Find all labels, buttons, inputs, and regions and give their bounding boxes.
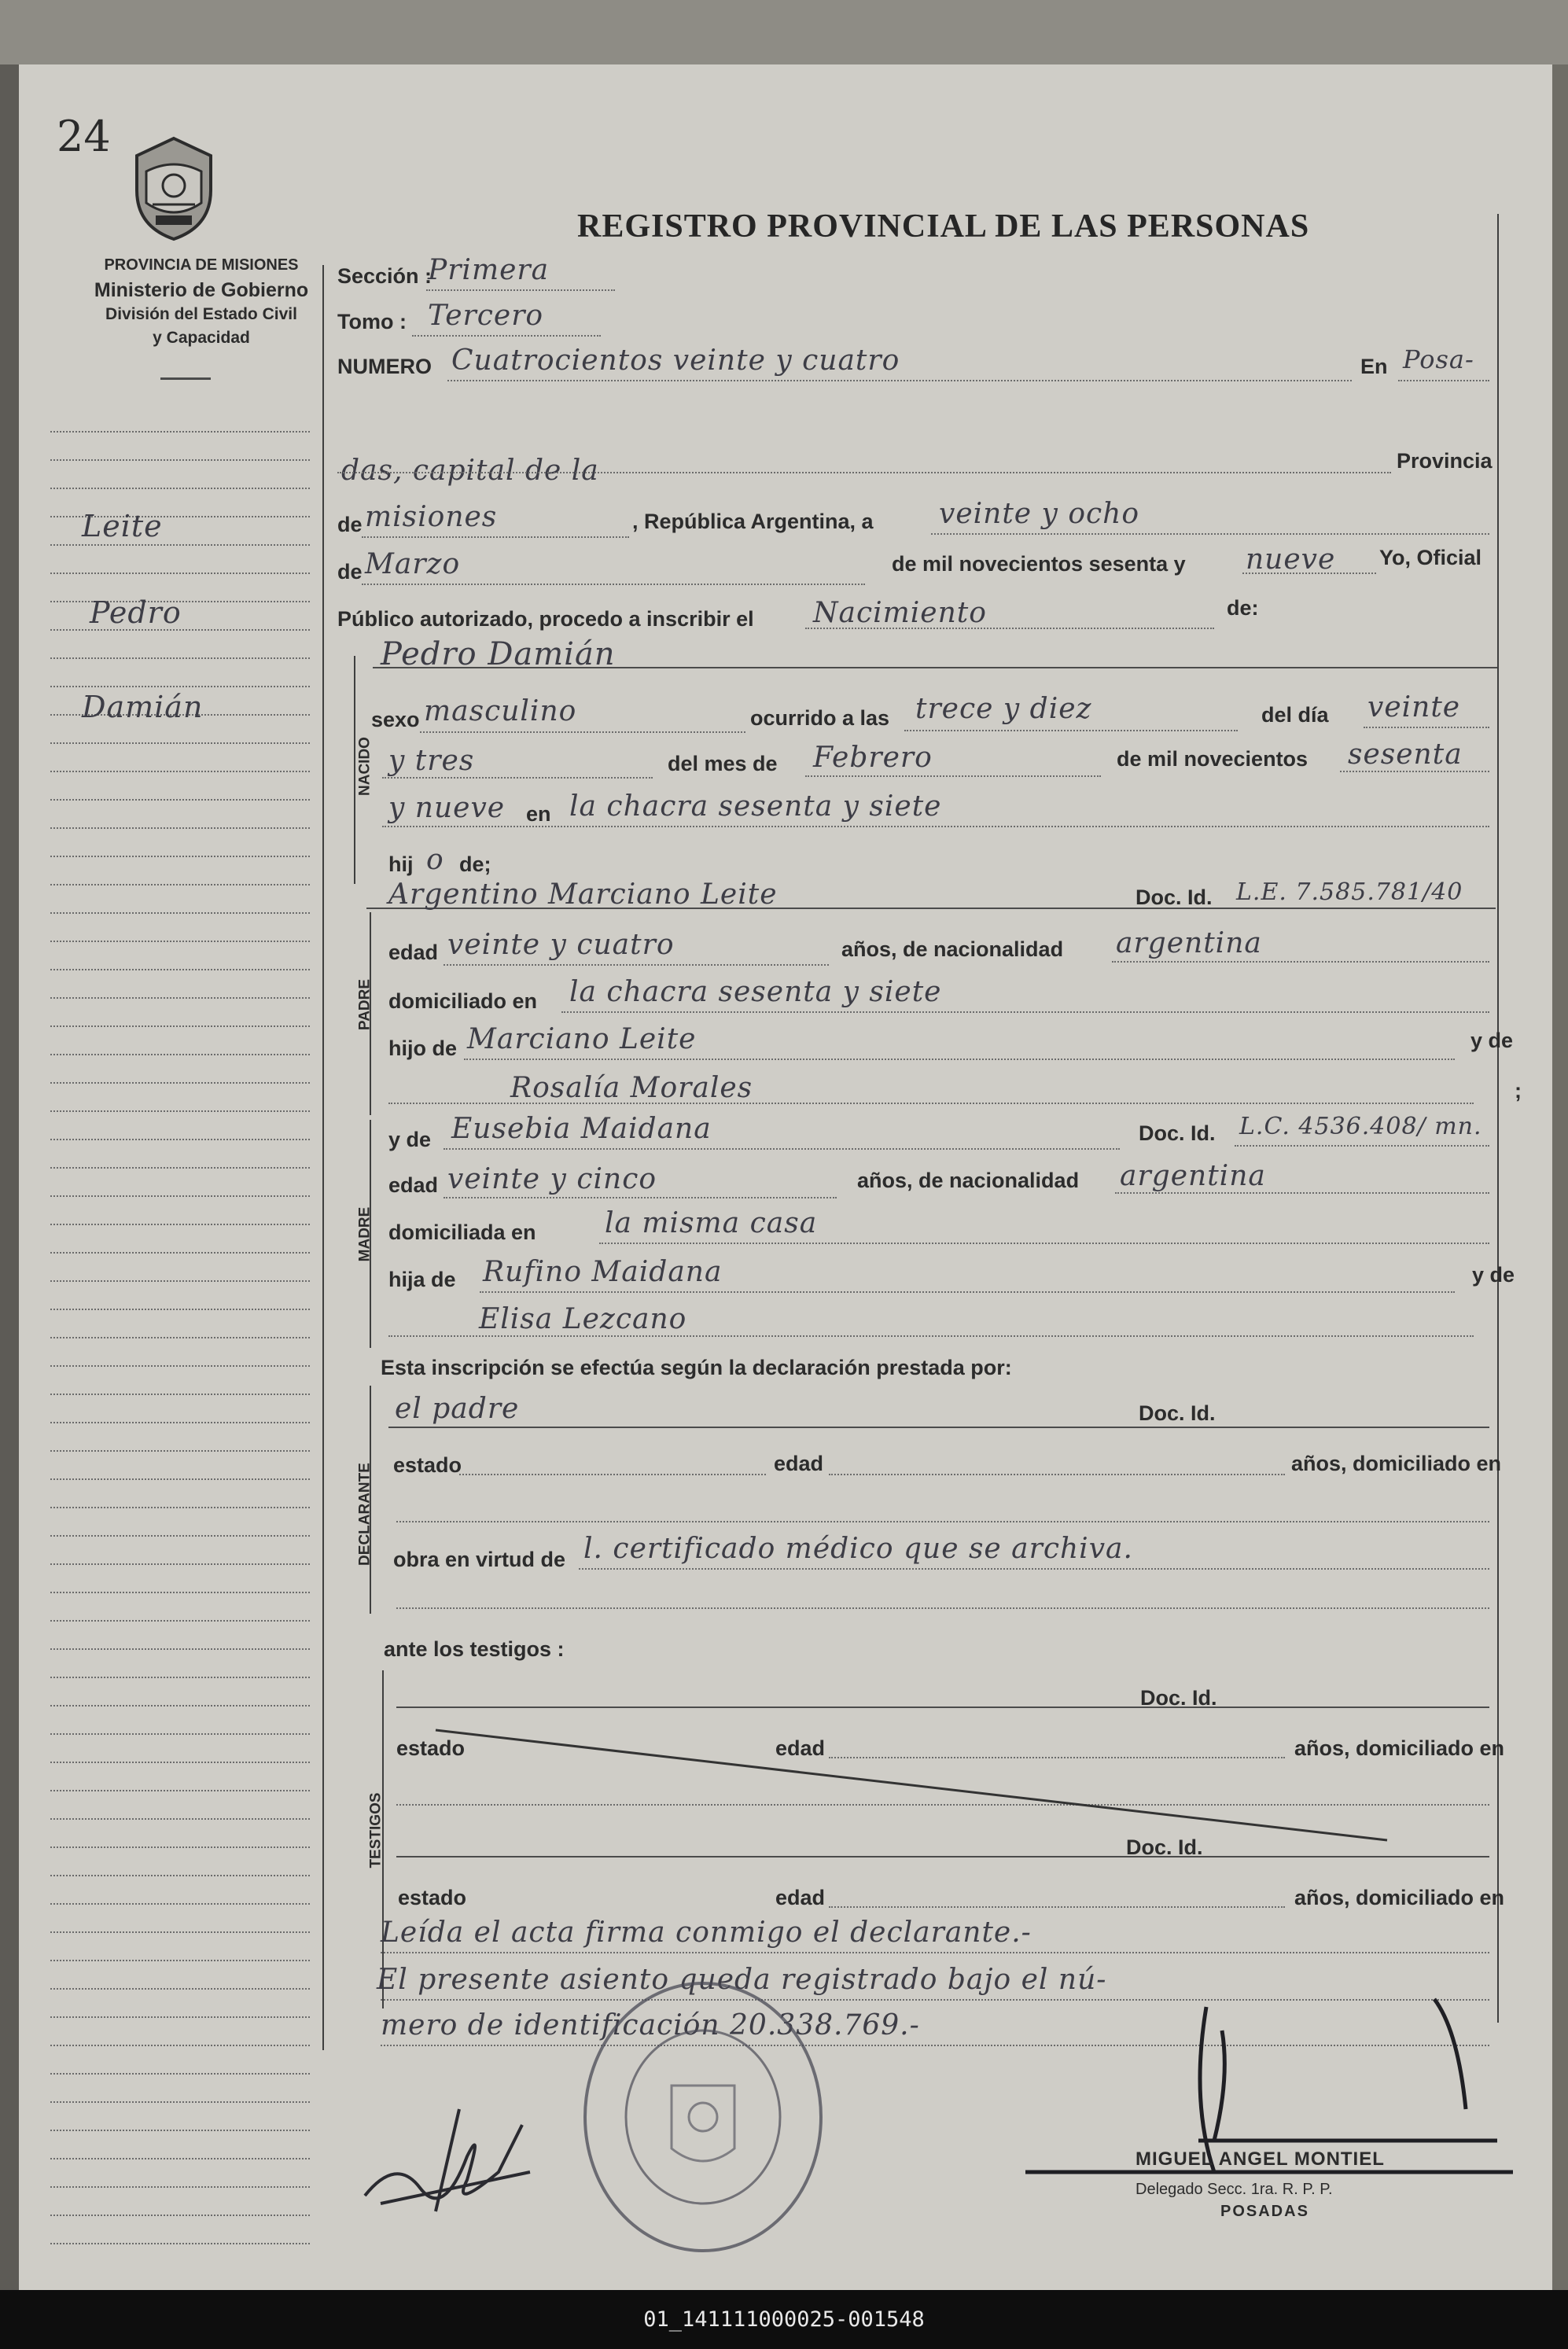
margin-ruled-line	[50, 1280, 310, 1282]
margin-ruled-line	[50, 1790, 310, 1791]
line-madre-edad	[444, 1197, 837, 1198]
margin-ruled-line	[50, 1337, 310, 1338]
line-madre-hija-de	[480, 1291, 1455, 1293]
margin-ruled-line	[50, 1450, 310, 1452]
margin-ruled-line	[50, 1252, 310, 1254]
label-ocurrido: ocurrido a las	[750, 706, 890, 730]
field-provincia: misiones	[365, 501, 498, 533]
field-sexo: masculino	[424, 695, 577, 727]
margin-ruled-line	[50, 2130, 310, 2131]
margin-ruled-line	[50, 742, 310, 744]
nacido-rule	[354, 656, 355, 884]
margin-ruled-line	[50, 856, 310, 857]
field-dia-nac-1: veinte	[1367, 691, 1461, 723]
line-madre-nombre	[444, 1148, 1120, 1150]
field-madre-nac: argentina	[1120, 1160, 1266, 1192]
field-lugar: la chacra sesenta y siete	[569, 790, 942, 823]
margin-ruled-line	[50, 1846, 310, 1848]
label-de-1: de	[337, 513, 363, 536]
margin-ruled-line	[50, 1620, 310, 1622]
label-esta-inscripcion: Esta inscripción se efectúa según la declaración prestada por:	[381, 1356, 1012, 1379]
label-publico: Público autorizado, procedo a inscribir el	[337, 607, 754, 631]
line-padre-nac	[1112, 961, 1489, 963]
margin-ruled-line	[50, 2016, 310, 2018]
line-seccion	[426, 289, 615, 291]
document-title: REGISTRO PROVINCIAL DE LAS PERSONAS	[577, 208, 1310, 245]
line-en-2	[337, 472, 1391, 473]
margin-ruled-line	[50, 799, 310, 801]
margin-ruled-line	[50, 1931, 310, 1933]
margin-ruled-line	[50, 969, 310, 970]
field-padre-y-de: Rosalía Morales	[510, 1072, 753, 1104]
field-en-1: Posa-	[1403, 344, 1474, 374]
margin-ruled-line	[50, 2158, 310, 2159]
label-padre-y-de: y de	[1470, 1029, 1514, 1052]
label-de-2: de	[337, 560, 363, 584]
margin-ruled-line	[50, 573, 310, 574]
margin-ruled-line	[50, 1677, 310, 1678]
field-hora: trece y diez	[915, 693, 1092, 725]
section-label-padre: PADRE	[356, 978, 374, 1031]
label-padre-dom: domiciliado en	[388, 989, 538, 1013]
label-decl-edad: edad	[774, 1452, 824, 1475]
header-division: División del Estado Civil	[105, 305, 297, 323]
label-madre-hija-de: hija de	[388, 1268, 456, 1291]
margin-ruled-line	[50, 1705, 310, 1707]
signature-name: MIGUEL ANGEL MONTIEL	[1136, 2148, 1385, 2170]
header-ministerio: Ministerio de Gobierno	[94, 279, 309, 301]
margin-ruled-line	[50, 1903, 310, 1905]
margin-ruled-line	[50, 771, 310, 772]
label-madre-y-de: y de	[388, 1128, 432, 1151]
field-obra: l. certificado médico que se archiva.	[583, 1533, 1133, 1565]
margin-note-first-name: Pedro	[90, 595, 182, 630]
background-top	[0, 0, 1568, 64]
line-anio-nac	[1340, 771, 1489, 772]
label-padre-edad: edad	[388, 941, 439, 964]
label-padre-doc: Doc. Id.	[1136, 885, 1213, 909]
label-tomo: Tomo :	[337, 310, 407, 333]
label-declarante-doc: Doc. Id.	[1139, 1401, 1216, 1425]
label-del-dia: del día	[1261, 703, 1329, 727]
line-madre-nac	[1115, 1192, 1489, 1194]
margin-ruled-line	[50, 2101, 310, 2103]
margin-ruled-line	[50, 1139, 310, 1140]
field-numero: Cuatrocientos veinte y cuatro	[451, 344, 900, 377]
label-testigo-2-doc: Doc. Id.	[1126, 1835, 1203, 1859]
line-mes-nac	[805, 775, 1101, 777]
line-testigo-1	[396, 1707, 1489, 1708]
field-declarante: el padre	[395, 1393, 520, 1425]
coat-of-arms-icon	[123, 134, 225, 244]
label-hij: hij	[388, 852, 414, 876]
line-nombre	[373, 667, 1497, 668]
section-label-testigos: TESTIGOS	[367, 1792, 385, 1869]
label-madre-doc: Doc. Id.	[1139, 1121, 1216, 1145]
margin-ruled-line	[50, 1110, 310, 1112]
margin-ruled-line	[50, 1648, 310, 1650]
field-nombre: Pedro Damián	[381, 636, 616, 672]
line-madre-doc	[1235, 1145, 1489, 1147]
margin-ruled-line	[50, 1025, 310, 1027]
margin-ruled-line	[50, 657, 310, 659]
field-padre-edad: veinte y cuatro	[447, 929, 675, 961]
margin-ruled-line	[50, 912, 310, 914]
margin-ruled-line	[50, 1875, 310, 1876]
label-testigo-1-edad: edad	[775, 1736, 826, 1760]
header-provincia: PROVINCIA DE MISIONES	[104, 256, 299, 274]
margin-ruled-line	[50, 1365, 310, 1367]
label-en-lugar: en	[526, 802, 551, 826]
label-seccion: Sección :	[337, 264, 432, 288]
line-en	[1398, 380, 1489, 381]
line-madre-y-de	[388, 1335, 1474, 1337]
field-seccion: Primera	[428, 254, 550, 286]
label-testigo-2-domiciliado: años, domiciliado en	[1294, 1886, 1505, 1909]
line-testigo-2	[396, 1856, 1489, 1857]
field-padre-nombre: Argentino Marciano Leite	[388, 878, 778, 911]
declarant-signature-icon	[349, 2078, 554, 2227]
line-dia	[931, 533, 1489, 535]
label-republica: , República Argentina, a	[632, 510, 874, 533]
line-acto	[805, 628, 1214, 629]
label-decl-domiciliado: años, domiciliado en	[1291, 1452, 1502, 1475]
label-provincia: Provincia	[1397, 449, 1493, 473]
margin-ruled-line	[50, 2186, 310, 2188]
line-sexo	[420, 731, 745, 733]
line-tomo	[412, 335, 601, 337]
margin-ruled-line	[50, 1394, 310, 1395]
field-anio-nac-1: sesenta	[1348, 738, 1463, 771]
label-padre-nac: años, de nacionalidad	[841, 937, 1064, 961]
margin-ruled-line	[50, 1762, 310, 1763]
margin-ruled-line	[50, 1167, 310, 1169]
footer-image-id: 01_141111000025-001548	[0, 2290, 1568, 2349]
field-dia-nac-2: y tres	[388, 745, 475, 777]
line-padre-hijo-de	[464, 1059, 1455, 1060]
field-mes: Marzo	[365, 548, 461, 580]
line-madre-dom	[599, 1243, 1489, 1244]
margin-ruled-line	[50, 431, 310, 433]
margin-note-surname: Leite	[82, 509, 163, 543]
label-ante-testigos: ante los testigos :	[384, 1637, 565, 1661]
line-provincia	[362, 536, 629, 538]
margin-ruled-line	[50, 1592, 310, 1593]
background-left	[0, 64, 19, 2290]
cross-out-stroke	[428, 1714, 1395, 1848]
line-mes	[362, 584, 865, 585]
closing-line-2: El presente asiento queda registrado bajo el nú-	[377, 1964, 1107, 1996]
margin-ruled-line	[50, 459, 310, 461]
line-numero	[447, 380, 1352, 381]
margin-ruled-line	[50, 1818, 310, 1820]
label-testigo-1-doc: Doc. Id.	[1140, 1686, 1217, 1710]
field-padre-hijo-de: Marciano Leite	[467, 1023, 697, 1055]
line-padre-y-de	[388, 1103, 1474, 1104]
field-padre-nac: argentina	[1116, 927, 1262, 959]
field-madre-y-de: Elisa Lezcano	[479, 1303, 687, 1335]
margin-ruled-line	[50, 686, 310, 687]
label-madre-y-de-2: y de	[1472, 1263, 1515, 1287]
margin-ruled-line	[50, 2215, 310, 2216]
field-padre-dom: la chacra sesenta y siete	[569, 976, 942, 1008]
header-capacidad: y Capacidad	[153, 329, 250, 347]
label-sexo: sexo	[371, 708, 420, 731]
section-label-nacido: NACIDO	[356, 737, 374, 796]
margin-ruled-line	[50, 1422, 310, 1423]
signature-city: POSADAS	[1220, 2203, 1309, 2220]
line-hora	[904, 730, 1238, 731]
label-obra: obra en virtud de	[393, 1548, 566, 1571]
margin-ruled-line	[50, 1054, 310, 1055]
line-declarante	[388, 1427, 1489, 1428]
margin-ruled-line	[50, 1082, 310, 1084]
margin-ruled-line	[50, 1195, 310, 1197]
field-mes-nac: Febrero	[813, 742, 933, 774]
label-madre-dom: domiciliada en	[388, 1221, 536, 1244]
label-yo-oficial: Yo, Oficial	[1379, 546, 1482, 569]
margin-ruled-line	[50, 488, 310, 489]
label-en: En	[1360, 355, 1388, 378]
label-numero: NUMERO	[337, 355, 432, 378]
official-stamp-icon	[569, 1968, 837, 2266]
line-closing-1	[381, 1952, 1489, 1953]
margin-ruled-line	[50, 1224, 310, 1225]
margin-ruled-line	[50, 1733, 310, 1735]
page-number: 24	[57, 112, 111, 161]
label-testigo-1-domiciliado: años, domiciliado en	[1294, 1736, 1505, 1760]
line-padre-dom	[561, 1011, 1489, 1013]
margin-note-middle-name: Damián	[82, 690, 204, 724]
header-rule	[160, 377, 211, 380]
field-padre-doc: L.E. 7.585.781/40	[1236, 878, 1463, 906]
margin-ruled-line	[50, 1478, 310, 1480]
field-madre-hija-de: Rufino Maidana	[483, 1256, 723, 1288]
line-dia-nac	[1364, 727, 1489, 728]
margin-ruled-line	[50, 2045, 310, 2046]
field-madre-nombre: Eusebia Maidana	[451, 1113, 712, 1145]
line-decl-estado	[459, 1474, 766, 1475]
field-anio-nac-2: y nueve	[388, 792, 506, 824]
line-anio	[1242, 573, 1376, 574]
document-page	[19, 64, 1552, 2290]
field-hij-suffix: o	[426, 844, 444, 876]
label-de-mil: de mil novecientos sesenta y	[892, 552, 1186, 576]
label-de-mil-2: de mil novecientos	[1117, 747, 1309, 771]
margin-ruled-line	[50, 1960, 310, 1961]
field-madre-dom: la misma casa	[605, 1207, 818, 1239]
line-dia-nac-2	[382, 777, 653, 779]
label-madre-edad: edad	[388, 1173, 439, 1197]
line-decl-edad	[829, 1474, 1285, 1475]
line-obra	[579, 1568, 1489, 1570]
line-decl-dom	[396, 1521, 1489, 1522]
label-del-mes: del mes de	[668, 752, 778, 775]
label-de-colon: de:	[1227, 596, 1259, 620]
label-decl-estado: estado	[393, 1453, 462, 1477]
margin-ruled-line	[50, 2073, 310, 2075]
margin-ruled-line	[50, 1309, 310, 1310]
margin-ruled-line	[50, 827, 310, 829]
margin-ruled-line	[50, 997, 310, 999]
margin-ruled-line	[50, 884, 310, 885]
line-obra-2	[396, 1607, 1489, 1609]
label-madre-nac: años, de nacionalidad	[857, 1169, 1080, 1192]
line-padre-edad	[444, 964, 829, 966]
signature-role: Delegado Secc. 1ra. R. P. P.	[1136, 2181, 1333, 2198]
margin-ruled-line	[50, 2243, 310, 2244]
section-label-madre: MADRE	[356, 1206, 374, 1262]
label-de-semi: de;	[459, 852, 491, 876]
field-madre-edad: veinte y cinco	[447, 1163, 657, 1195]
line-testigo-2-edad	[829, 1906, 1285, 1908]
label-padre-hijo-de: hijo de	[388, 1036, 457, 1060]
margin-ruled-line	[50, 1563, 310, 1565]
field-acto: Nacimiento	[813, 597, 987, 629]
margin-ruled-line	[50, 544, 310, 546]
label-semicolon: ;	[1515, 1079, 1522, 1103]
left-column-rule	[322, 265, 324, 2050]
field-dia: veinte y ocho	[939, 498, 1140, 530]
field-en-2: das, capital de la	[341, 455, 599, 487]
label-testigo-2-estado: estado	[398, 1886, 467, 1909]
line-lugar	[382, 826, 1489, 827]
label-testigo-1-estado: estado	[396, 1736, 466, 1760]
field-anio: nueve	[1246, 543, 1336, 576]
section-label-declarante: DECLARANTE	[356, 1463, 374, 1566]
label-testigo-2-edad: edad	[775, 1886, 826, 1909]
margin-ruled-line	[50, 941, 310, 942]
closing-line-1: Leída el acta firma conmigo el declarante.-	[381, 1916, 1032, 1949]
margin-ruled-line	[50, 1988, 310, 1990]
margin-ruled-line	[50, 1507, 310, 1508]
field-tomo: Tercero	[428, 300, 544, 332]
field-madre-doc: L.C. 4536.408/ mn.	[1239, 1113, 1482, 1140]
closing-line-3: mero de identificación 20.338.769.-	[381, 2009, 920, 2042]
margin-ruled-line	[50, 1535, 310, 1537]
